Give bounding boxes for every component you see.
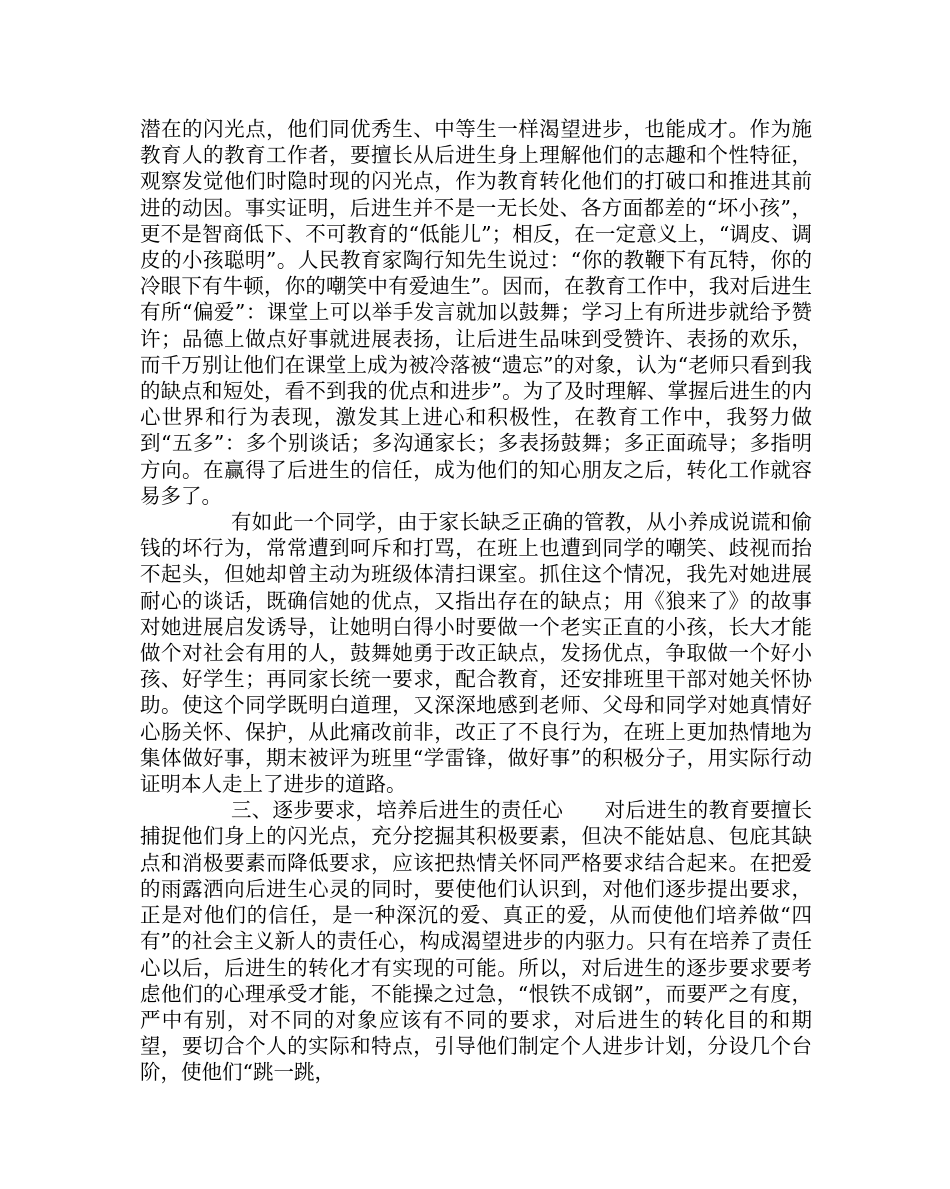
paragraph-3: 三、逐步要求，培养后进生的责任心 对后进生的教育要擅长捕捉他们身上的闪光点，充分挖掘其积极要素，但决不能姑息、包庇其缺点和消极要素而降低要求，应该把热情关怀同严格要求结合起来。在把爱的雨露洒向后进生心灵的同时，要使他们认识到，对他们逐步提出要求，正是对他们的信任，是一种深沉的爱、真正的爱，从而使他们培养做“四有”的社会主义新人的责任心，构成渴望进步的内驱力。只有在培养了责任心以后，后进生的转化才有实现的可能。所以，对后进生的逐步要求要考虑他们的心理承受才能，不能操之过急，“恨铁不成钢”，而要严之有度，严中有别，对不同的对象应该有不同的要求，对后进生的转化目的和期望，要切合个人的实际和特点，引导他们制定个人进步计划，分设几个台阶，使他们“跳一跳， [140, 798, 812, 1085]
document-page [140, 116, 812, 1086]
paragraph-2: 有如此一个同学，由于家长缺乏正确的管教，从小养成说谎和偷钱的坏行为，常常遭到呵斥和打骂，在班上也遭到同学的嘲笑、歧视而抬不起头，但她却曾主动为班级体清扫课室。抓住这个情况，我先对她进展耐心的谈话，既确信她的优点，又指出存在的缺点；用《狼来了》的故事对她进展启发诱导，让她明白得小时要做一个老实正直的小孩，长大才能做个对社会有用的人，鼓舞她勇于改正缺点，发扬优点，争取做一个好小孩、好学生；再同家长统一要求，配合教育，还安排班里干部对她关怀协助。使这个同学既明白道理，又深深地感到老师、父母和同学对她真情好心肠关怀、保护，从此痛改前非，改正了不良行为，在班上更加热情地为集体做好事，期末被评为班里“学雷锋，做好事”的积极分子，用实际行动证明本人走上了进步的道路。 [140, 510, 812, 797]
paragraph-1: 潜在的闪光点，他们同优秀生、中等生一样渴望进步，也能成才。作为施教育人的教育工作者，要擅长从后进生身上理解他们的志趣和个性特征，观察发觉他们时隐时现的闪光点，作为教育转化他们的打破口和推进其前进的动因。事实证明，后进生并不是一无长处、各方面都差的“坏小孩”，更不是智商低下、不可教育的“低能儿”；相反，在一定意义上，“调皮、调皮的小孩聪明”。人民教育家陶行知先生说过：“你的教鞭下有瓦特，你的冷眼下有牛顿，你的嘲笑中有爱迪生”。因而，在教育工作中，我对后进生有所“偏爱”：课堂上可以举手发言就加以鼓舞；学习上有所进步就给予赞许；品德上做点好事就进展表扬，让后进生品味到受赞许、表扬的欢乐，而千万别让他们在课堂上成为被冷落被“遗忘”的对象，认为“老师只看到我的缺点和短处，看不到我的优点和进步”。为了及时理解、掌握后进生的内心世界和行为表现，激发其上进心和积极性，在教育工作中，我努力做到“五多”：多个别谈话；多沟通家长；多表扬鼓舞；多正面疏导；多指明方向。在赢得了后进生的信任，成为他们的知心朋友之后，转化工作就容易多了。 [140, 117, 812, 508]
